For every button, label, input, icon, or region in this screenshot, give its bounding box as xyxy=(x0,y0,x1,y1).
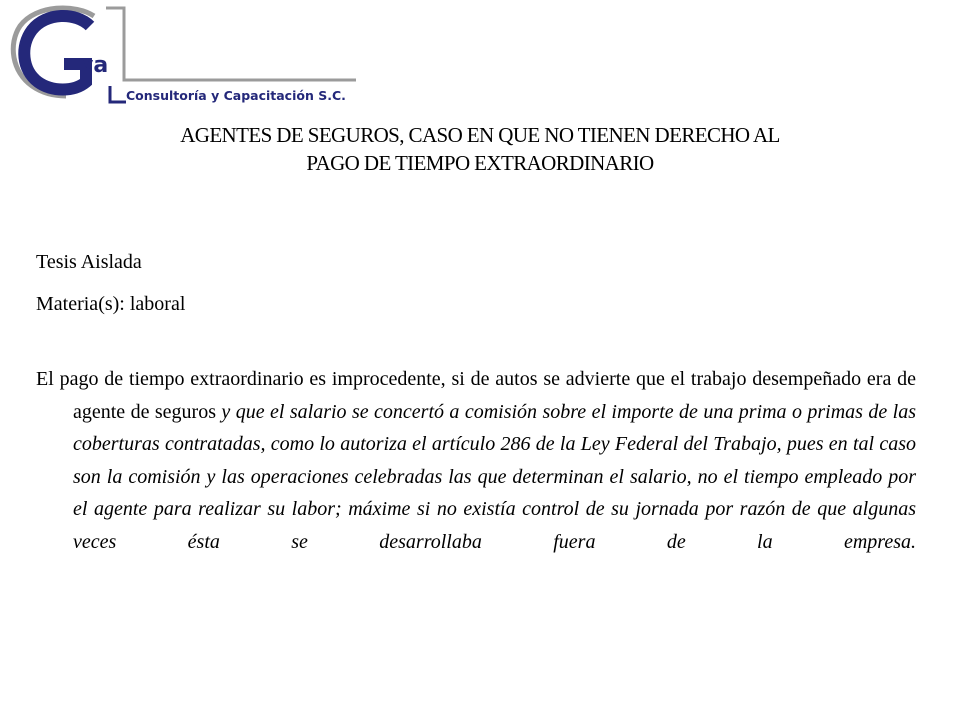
title-line-2: PAGO DE TIEMPO EXTRAORDINARIO xyxy=(306,151,654,175)
body-text-plain: El pago de tiempo extraordinario es improcedente, si de autos se advierte que el trabajo desempeñado era de agente de seguros xyxy=(36,368,916,423)
thesis-type: Tesis Aislada xyxy=(36,251,142,273)
document-title xyxy=(0,121,960,177)
logo-corner-accent xyxy=(110,86,126,102)
body-paragraph xyxy=(36,363,916,558)
logo-monogram: va xyxy=(79,53,109,78)
company-logo xyxy=(6,2,356,114)
logo-caption: Consultoría y Capacitación S.C. xyxy=(126,88,346,103)
title-line-1: AGENTES DE SEGUROS, CASO EN QUE NO TIENEN DERECHO AL xyxy=(180,123,780,147)
logo-frame-line xyxy=(106,8,356,80)
body-text-italic: y que el salario se concertó a comisión sobre el importe de una prima o primas de las coberturas contratadas, como lo autoriza el artículo 286 de la Ley Federal del Trabajo, pues en tal caso son la comisión y las operaciones celebradas las que determinan el salario, no el tiempo empleado por el agente para realizar su labor; máxime si no existía control de su jornada por razón de que algunas veces ésta se desarrollaba fuera de la empresa. xyxy=(73,400,916,553)
subject-line: Materia(s): laboral xyxy=(36,293,186,315)
